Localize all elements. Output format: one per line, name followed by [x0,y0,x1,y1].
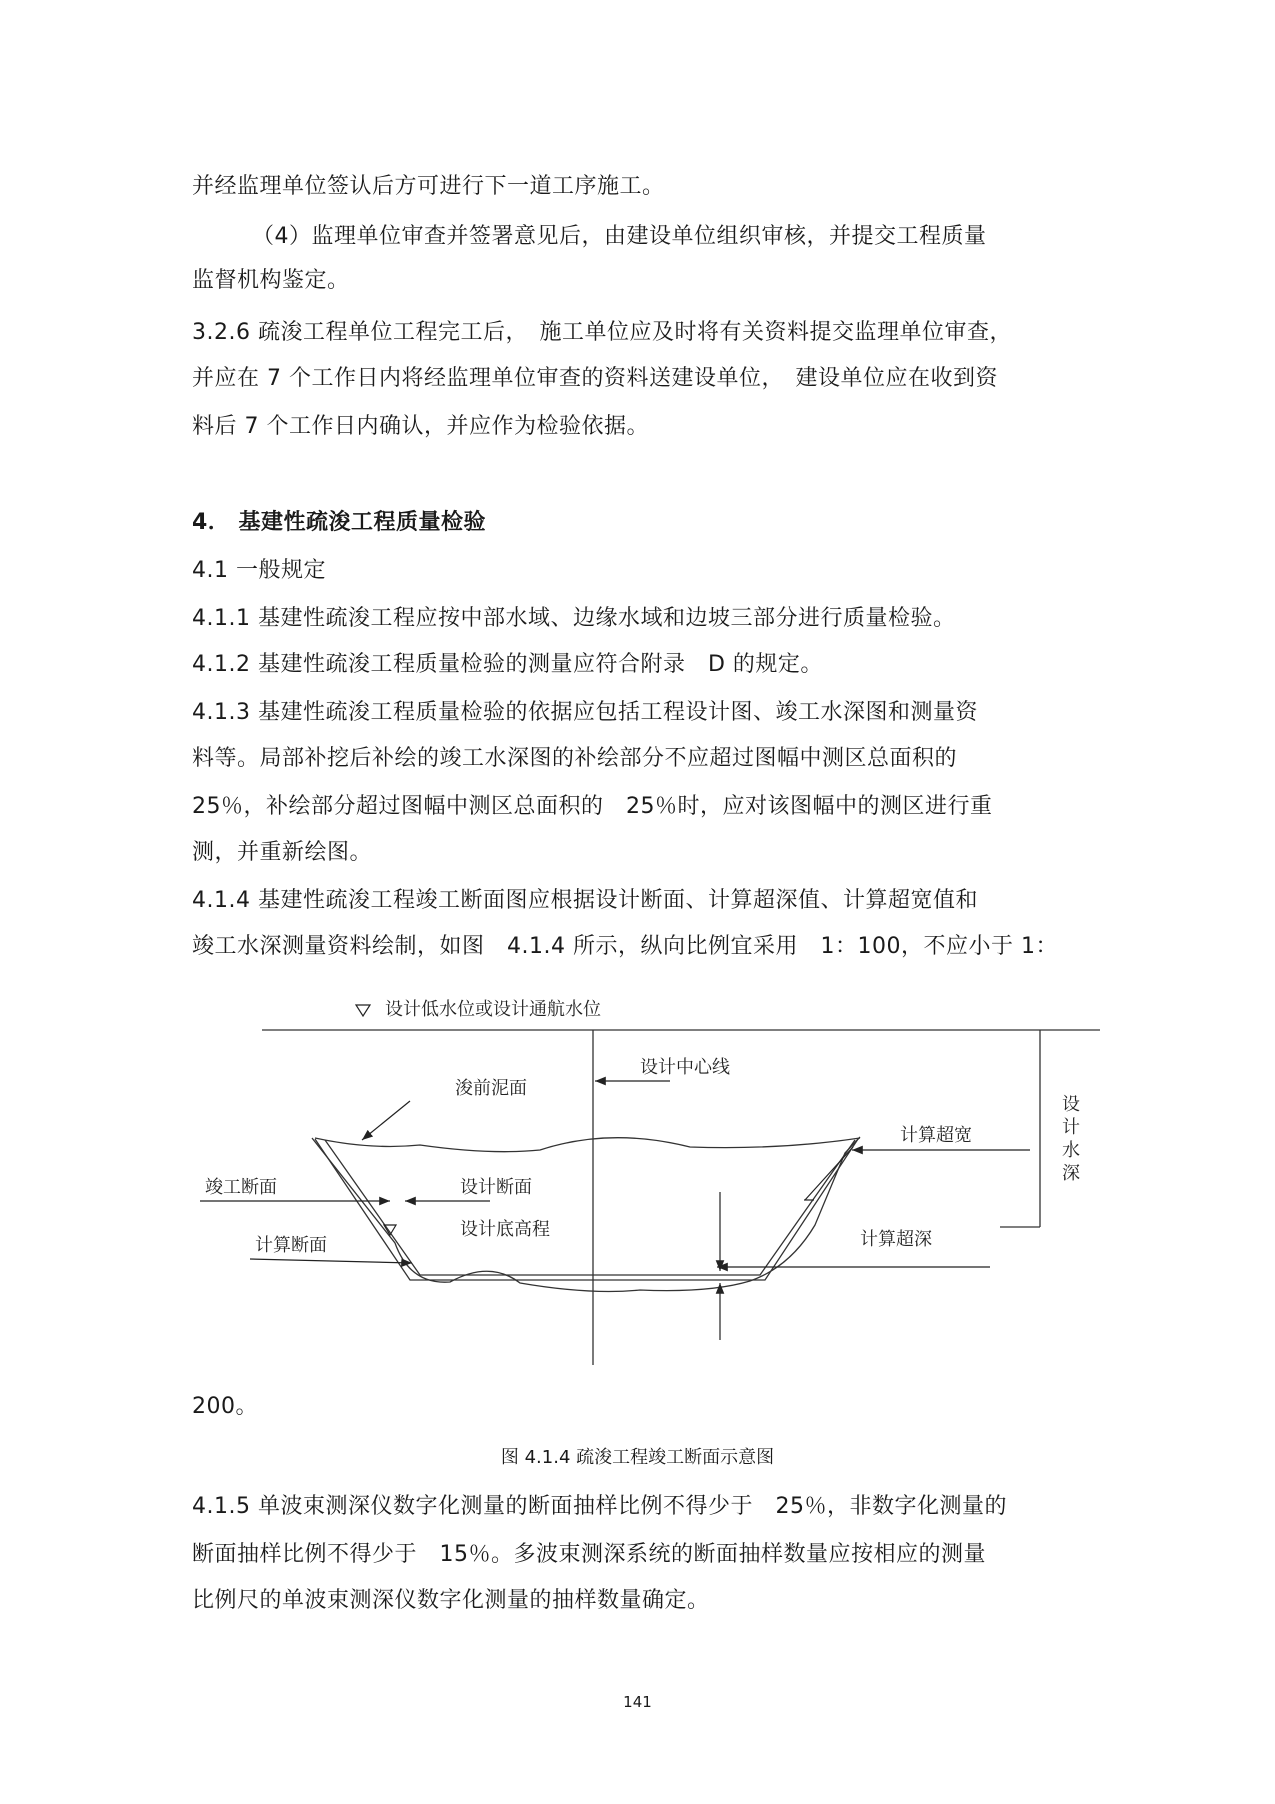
section-heading: 4． 基建性疏浚工程质量检验 [192,510,486,535]
text-line: 断面抽样比例不得少于 15％。多波束测深系统的断面抽样数量应按相应的测量 [192,1542,986,1567]
label-water-level: 设计低水位或设计通航水位 [385,999,601,1020]
label-over-depth: 计算超深 [860,1229,932,1250]
label-calc-section: 计算断面 [255,1235,327,1256]
subsection-heading: 4.1 一般规定 [192,558,326,583]
calc-section-line [315,1139,858,1280]
text-line: 比例尺的单波束测深仪数字化测量的抽样数量确定。 [192,1588,710,1613]
label-design-bottom: 设计底高程 [460,1219,550,1240]
text-line: 并经监理单位签认后方可进行下一道工序施工。 [192,174,665,199]
text-line: 4.1.2 基建性疏浚工程质量检验的测量应符合附录 D 的规定。 [192,652,823,677]
text-line: 200。 [192,1394,258,1419]
text-line: 4.1.3 基建性疏浚工程质量检验的依据应包括工程设计图、竣工水深图和测量资 [192,700,978,725]
label-over-width: 计算超宽 [900,1125,972,1146]
text-line: 料后 7 个工作日内确认，并应作为检验依据。 [192,414,649,439]
page-number: 141 [623,1693,652,1711]
text-line: 测，并重新绘图。 [192,840,373,865]
text-line: 3.2.6 疏浚工程单位工程完工后， 施工单位应及时将有关资料提交监理单位审查， [192,320,1012,345]
text-line: （4）监理单位审查并签署意见后，由建设单位组织审核，并提交工程质量 [252,224,987,249]
water-level-symbol [356,1005,370,1016]
text-line: 并应在 7 个工作日内将经监理单位审查的资料送建设单位， 建设单位应在收到资 [192,366,998,391]
text-line: 4.1.4 基建性疏浚工程竣工断面图应根据设计断面、计算超深值、计算超宽值和 [192,888,978,913]
mud-surface-line [315,1138,860,1152]
text-line: 监督机构鉴定。 [192,268,350,293]
label-design-depth-4: 深 [1062,1163,1080,1184]
mud-surface-arrow [362,1101,410,1140]
label-design-depth-2: 计 [1062,1117,1080,1138]
label-center-line: 设计中心线 [640,1057,730,1078]
label-design-depth-1: 设 [1062,1094,1080,1115]
figure-caption: 图 4.1.4 疏浚工程竣工断面示意图 [500,1447,775,1468]
label-completed-section: 竣工断面 [205,1177,277,1198]
text-line: 4.1.5 单波束测深仪数字化测量的断面抽样比例不得少于 25％，非数字化测量的 [192,1494,1007,1519]
label-mud-surface: 浚前泥面 [455,1078,527,1099]
text-line: 料等。局部补挖后补绘的竣工水深图的补绘部分不应超过图幅中测区总面积的 [192,746,958,771]
text-line: 4.1.1 基建性疏浚工程应按中部水域、边缘水域和边坡三部分进行质量检验。 [192,606,956,631]
completed-section-line [312,1137,860,1291]
label-design-depth-3: 水 [1062,1140,1080,1161]
design-section-line [325,1140,855,1275]
text-line: 25％，补绘部分超过图幅中测区总面积的 25％时，应对该图幅中的测区进行重 [192,794,993,819]
calc-section-arrow [250,1259,412,1263]
dredging-section-figure [190,985,1110,1375]
label-design-section: 设计断面 [460,1177,532,1198]
text-line: 竣工水深测量资料绘制，如图 4.1.4 所示，纵向比例宜采用 1：100，不应小于 1： [192,934,1058,959]
